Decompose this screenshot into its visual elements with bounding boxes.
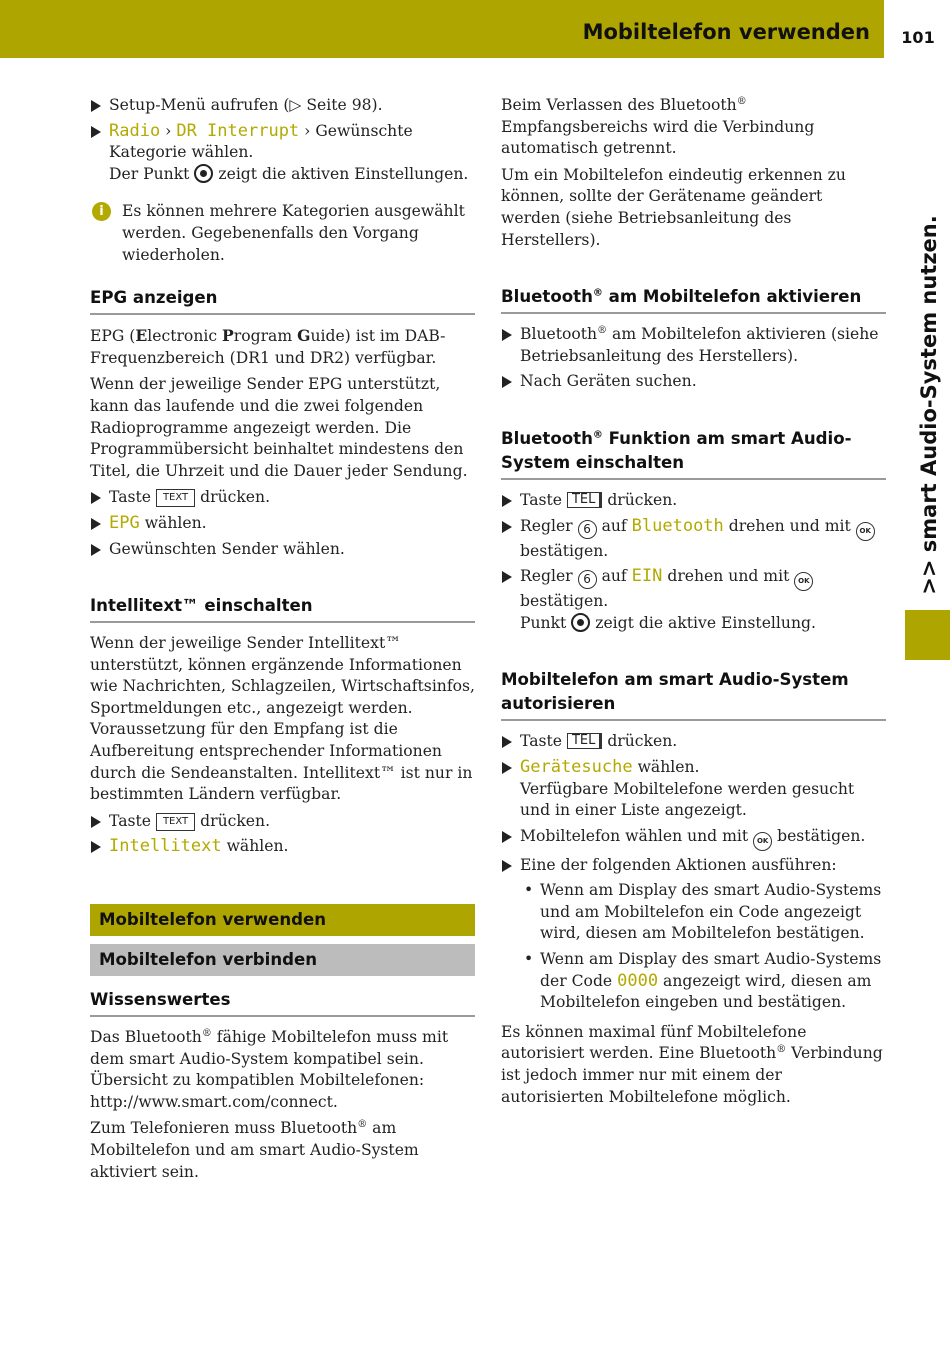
- step-setup-menu: [90, 95, 475, 117]
- paragraph: Beim Verlassen des Bluetooth® Empfangsbereichs wird die Verbindung automatisch getrennt.: [501, 95, 815, 158]
- menu-intellitext: Intellitext: [109, 836, 222, 857]
- paragraph: Um ein Mobiltelefon eindeutig erkennen zu können, sollte der Gerätename geändert werden (siehe Betriebsanleitung des Herstellers).: [501, 165, 846, 249]
- ok-button-icon: OK: [753, 832, 772, 851]
- menu-bluetooth: Bluetooth: [631, 515, 724, 536]
- paragraph: Wenn der jeweilige Sender EPG unterstützt, kann das laufende und die zwei folgenden Radioprogramme angezeigt werden. Die Programmübersicht beinhaltet mindestens den Titel, die Uhrzeit und die Dauer jeder Sendung.: [90, 375, 468, 480]
- paragraph: Es können maximal fünf Mobiltelefone autorisiert werden. Eine Bluetooth® Verbindung ist jedoch immer nur mit einem der autorisierten Mobiltelefone möglich.: [501, 1022, 883, 1106]
- menu-radio: Radio: [109, 120, 161, 141]
- heading-bluetooth-function: Bluetooth® Funktion am smart Audio-System einschalten: [501, 427, 886, 480]
- heading-bluetooth-phone: Bluetooth® am Mobiltelefon aktivieren: [501, 285, 886, 314]
- paragraph: EPG (Electronic Program Guide) ist im DAB-Frequenzbereich (DR1 und DR2) verfügbar.: [90, 326, 446, 367]
- selected-dot-icon: [571, 613, 590, 632]
- menu-epg: EPG: [109, 512, 140, 533]
- step-select-phone: Mobiltelefon wählen und mit OK bestätigen.: [501, 826, 886, 851]
- info-icon: i: [92, 202, 111, 221]
- step-taste-text: Taste TEXT drücken.: [90, 811, 475, 833]
- step-dr-interrupt: [90, 121, 475, 186]
- code-0000: 0000: [617, 970, 659, 991]
- text-key-icon: TEXT: [156, 489, 195, 507]
- step-text: Der Punkt: [109, 164, 190, 183]
- step-actions: Eine der folgenden Aktionen ausführen:: [501, 855, 886, 877]
- selected-dot-icon: [194, 164, 213, 183]
- info-text: Es können mehrere Kategorien ausgewählt werden. Gegebenenfalls den Vorgang wiederholen.: [122, 202, 465, 264]
- header-title: Mobiltelefon verwenden: [582, 20, 870, 44]
- heading-authorize: Mobiltelefon am smart Audio-System autorisieren: [501, 668, 886, 721]
- tel-key-icon: TEL: [567, 733, 602, 749]
- section-band-mobiltelefon-verbinden: Mobiltelefon verbinden: [90, 944, 475, 976]
- side-tab-text: >> smart Audio-System nutzen.: [917, 215, 941, 595]
- tel-key-icon: TEL: [567, 492, 602, 508]
- step-intellitext-select: Intellitext wählen.: [90, 836, 475, 858]
- menu-geraetesuche: Gerätesuche: [520, 756, 633, 777]
- side-tab-marker: [905, 610, 950, 660]
- step-epg-select: EPG wählen.: [90, 513, 475, 535]
- step-regler-ein: Regler 6 auf EIN drehen und mit OK bestätigen. Punkt zeigt die aktive Einstellung.: [501, 566, 886, 634]
- menu-dr-interrupt: DR Interrupt: [176, 120, 300, 141]
- page-number: 101: [886, 0, 950, 58]
- step-regler-bluetooth: Regler 6 auf Bluetooth drehen und mit OK bestätigen.: [501, 516, 886, 563]
- sub-item: • Wenn am Display des smart Audio-Systems der Code 0000 angezeigt wird, diesen am Mobiltelefon eingeben und bestätigen.: [501, 949, 886, 1014]
- heading-intellitext: Intellitext™ einschalten: [90, 594, 475, 623]
- step-select-station: Gewünschten Sender wählen.: [90, 539, 475, 561]
- info-note: [90, 201, 475, 266]
- menu-ein: EIN: [631, 566, 663, 587]
- heading-wissenswertes: Wissenswertes: [90, 988, 475, 1017]
- step-taste-text: Taste TEXT drücken.: [90, 487, 475, 509]
- paragraph: Zum Telefonieren muss Bluetooth® am Mobiltelefon und am smart Audio-System aktiviert sein.: [90, 1119, 419, 1181]
- ok-button-icon: OK: [856, 522, 875, 541]
- section-band-mobiltelefon-verwenden: Mobiltelefon verwenden: [90, 904, 475, 936]
- paragraph: Wenn der jeweilige Sender Intellitext™ unterstützt, können ergänzende Informationen wie Nachrichten, Schlagzeilen, Wirtschaftsinfos, Sportmeldungen etc., angezeigt werden. Voraussetzung für den Empfang ist die Aufbereitung entsprechender Informationen durch die Sendeanstalten. Intellitext™ ist nur in bestimmten Ländern verfügbar.: [90, 634, 475, 804]
- text-key-icon: TEXT: [156, 813, 195, 831]
- menu-sep: ›: [160, 121, 177, 140]
- step-taste-tel: Taste TEL drücken.: [501, 731, 886, 753]
- step-text: zeigt die aktiven Einstellungen.: [218, 164, 469, 183]
- right-column: [501, 95, 886, 1113]
- step-text: › Gewünschte Kategorie wählen.: [109, 121, 413, 162]
- step-taste-tel: Taste TEL drücken.: [501, 490, 886, 512]
- step-bluetooth-activate: Bluetooth® am Mobiltelefon aktivieren (siehe Betriebsanleitung des Herstellers).: [501, 324, 886, 367]
- step-geraetesuche: Gerätesuche wählen. Verfügbare Mobiltelefone werden gesucht und in einer Liste angezeigt.: [501, 757, 886, 822]
- sub-item: • Wenn am Display des smart Audio-Systems und am Mobiltelefon ein Code angezeigt wird, diesen am Mobiltelefon bestätigen.: [501, 880, 886, 945]
- ok-button-icon: OK: [794, 572, 813, 591]
- knob-6-icon: 6: [578, 520, 597, 539]
- page-header: [0, 0, 950, 58]
- knob-6-icon: 6: [578, 570, 597, 589]
- step-search-devices: Nach Geräten suchen.: [501, 371, 886, 393]
- heading-epg: EPG anzeigen: [90, 286, 475, 315]
- left-column: [90, 95, 475, 1188]
- paragraph: Das Bluetooth® fähige Mobiltelefon muss mit dem smart Audio-System kompatibel sein. Übersicht zu kompatiblen Mobiltelefonen: http://www.smart.com/connect.: [90, 1027, 449, 1111]
- step-text: Setup-Menü aufrufen (▷ Seite 98).: [109, 96, 383, 114]
